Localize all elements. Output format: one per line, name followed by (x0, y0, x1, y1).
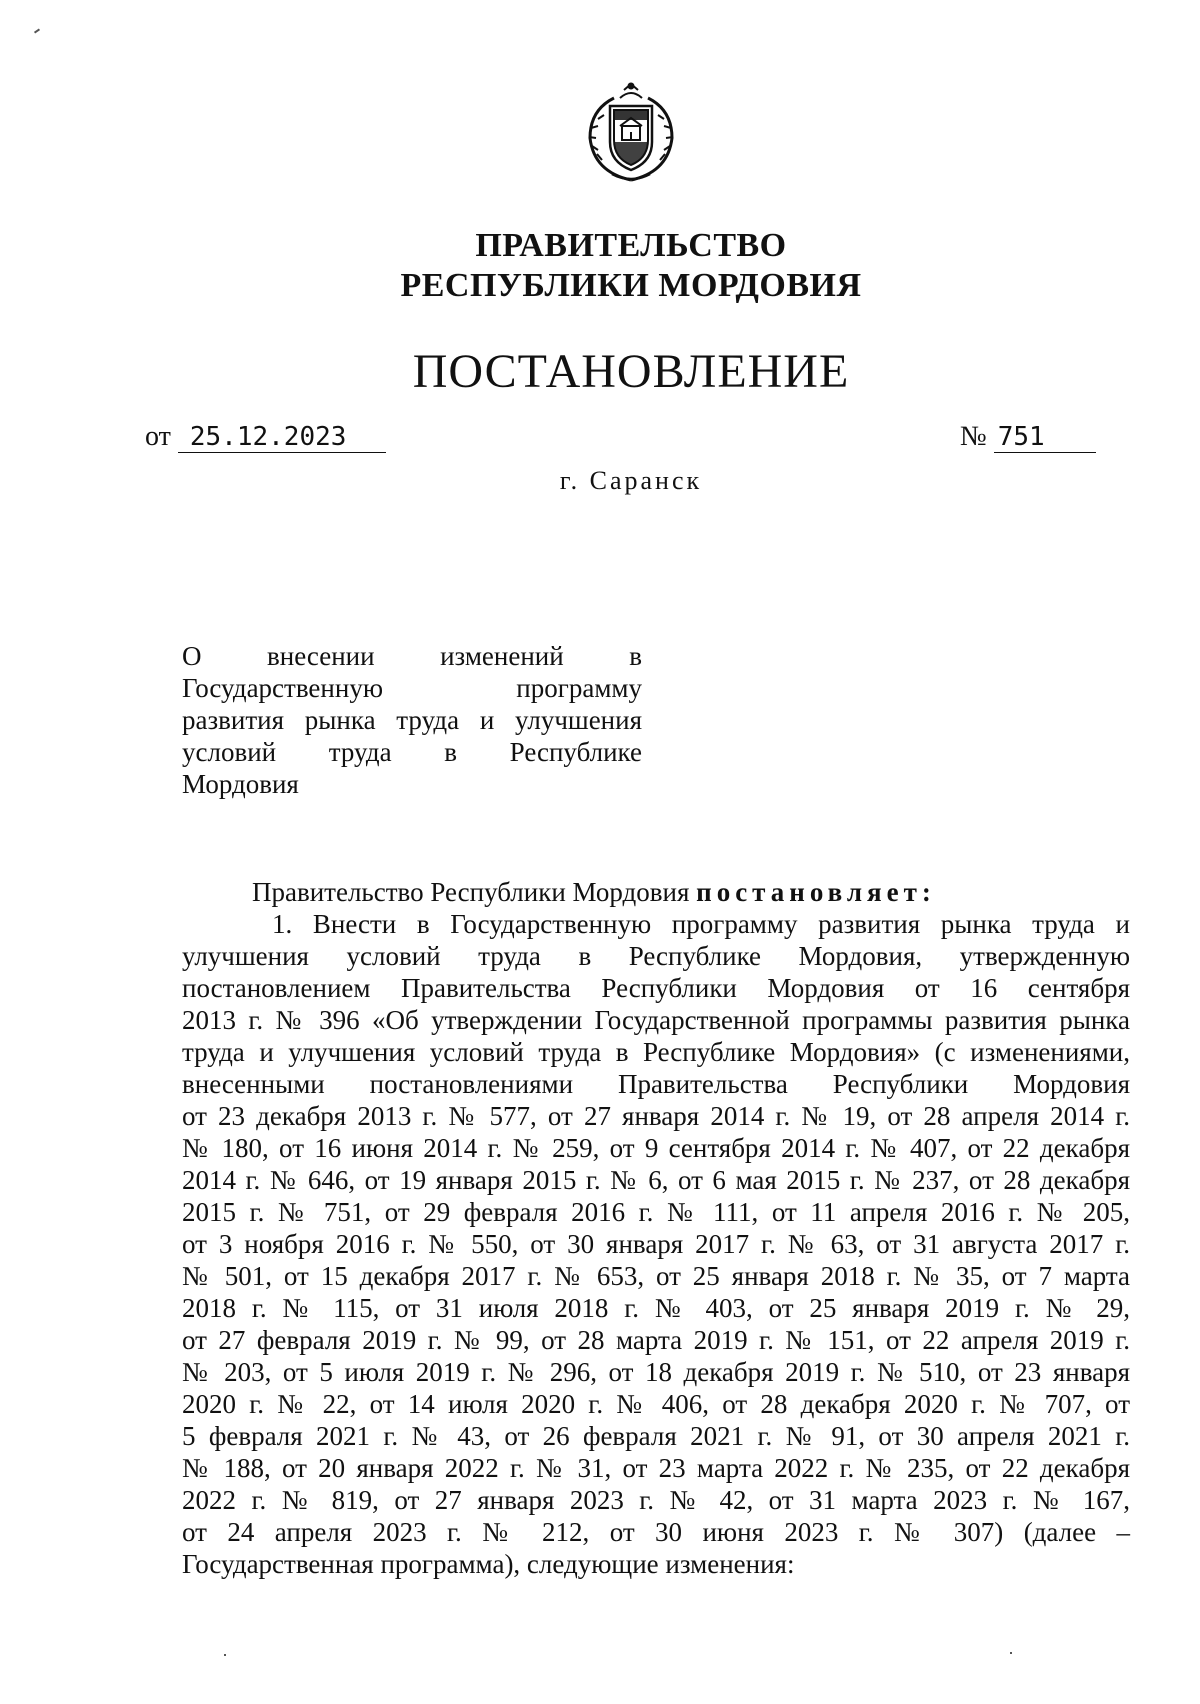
document-number (960, 420, 1096, 454)
resolution-intro (252, 876, 936, 908)
intro-keyword: постановляет: (696, 877, 936, 907)
government-name-line2: РЕСПУБЛИКИ МОРДОВИЯ (400, 267, 862, 304)
government-name-line1: ПРАВИТЕЛЬСТВО (475, 227, 787, 264)
date-prefix: от (145, 421, 171, 452)
subject-line: развития рынка труда и улучшения (182, 705, 642, 735)
scan-speck (224, 1654, 226, 1656)
paragraph-line: внесенными постановлениями Правительства Республики Мордовия (182, 1069, 1130, 1099)
paragraph-line: № 188, от 20 января 2022 г. № 31, от 23 марта 2022 г. № 235, от 22 декабря (182, 1453, 1130, 1483)
paragraph-line: № 203, от 5 июля 2019 г. № 296, от 18 декабря 2019 г. № 510, от 23 января (182, 1357, 1130, 1387)
scan-speck (34, 28, 40, 33)
paragraph-line: от 3 ноября 2016 г. № 550, от 30 января 2017 г. № 63, от 31 августа 2017 г. (182, 1229, 1130, 1259)
intro-text: Правительство Республики Мордовия (252, 877, 697, 907)
paragraph-line: № 180, от 16 июня 2014 г. № 259, от 9 сентября 2014 г. № 407, от 22 декабря (182, 1133, 1130, 1163)
paragraph-line: 2018 г. № 115, от 31 июля 2018 г. № 403, от 25 января 2019 г. № 29, (182, 1293, 1130, 1323)
subject-line: условий труда в Республике (182, 737, 642, 767)
subject-line: Мордовия (182, 769, 299, 799)
paragraph-line: 1. Внести в Государственную программу развития рынка труда и (272, 909, 1130, 939)
paragraph-line: 2015 г. № 751, от 29 февраля 2016 г. № 111, от 11 апреля 2016 г. № 205, (182, 1197, 1130, 1227)
paragraph-line: 5 февраля 2021 г. № 43, от 26 февраля 2021 г. № 91, от 30 апреля 2021 г. (182, 1421, 1130, 1451)
paragraph-line: труда и улучшения условий труда в Республике Мордовия» (с изменениями, (182, 1037, 1130, 1067)
scan-speck (1010, 1652, 1012, 1654)
coat-of-arms-icon (576, 80, 686, 190)
resolution-paragraph (182, 908, 1130, 1580)
paragraph-line: Государственная программа), следующие изменения: (182, 1549, 795, 1579)
paragraph-line: 2022 г. № 819, от 27 января 2023 г. № 42, от 31 марта 2023 г. № 167, (182, 1485, 1130, 1515)
number-value: 751 (994, 422, 1096, 453)
number-prefix: № (960, 421, 987, 452)
subject-line: О внесении изменений в (182, 641, 642, 671)
paragraph-line: 2013 г. № 396 «Об утверждении Государственной программы развития рынка (182, 1005, 1130, 1035)
document-city: г. Саранск (559, 466, 703, 495)
paragraph-line: от 27 февраля 2019 г. № 99, от 28 марта 2019 г. № 151, от 22 апреля 2019 г. (182, 1325, 1130, 1355)
paragraph-line: от 24 апреля 2023 г. № 212, от 30 июня 2023 г. № 307) (далее – (182, 1517, 1130, 1547)
date-value: 25.12.2023 (178, 422, 386, 453)
paragraph-line: постановлением Правительства Республики Мордовия от 16 сентября (182, 973, 1130, 1003)
paragraph-line: 2014 г. № 646, от 19 января 2015 г. № 6, от 6 мая 2015 г. № 237, от 28 декабря (182, 1165, 1130, 1195)
document-date (145, 420, 386, 454)
document-subject (182, 640, 642, 800)
subject-line: Государственную программу (182, 673, 642, 703)
paragraph-line: от 23 декабря 2013 г. № 577, от 27 января 2014 г. № 19, от 28 апреля 2014 г. (182, 1101, 1130, 1131)
paragraph-line: 2020 г. № 22, от 14 июля 2020 г. № 406, от 28 декабря 2020 г. № 707, от (182, 1389, 1130, 1419)
paragraph-line: улучшения условий труда в Республике Мордовия, утвержденную (182, 941, 1130, 971)
paragraph-line: № 501, от 15 декабря 2017 г. № 653, от 25 января 2018 г. № 35, от 7 марта (182, 1261, 1130, 1291)
document-type: ПОСТАНОВЛЕНИЕ (412, 345, 850, 398)
